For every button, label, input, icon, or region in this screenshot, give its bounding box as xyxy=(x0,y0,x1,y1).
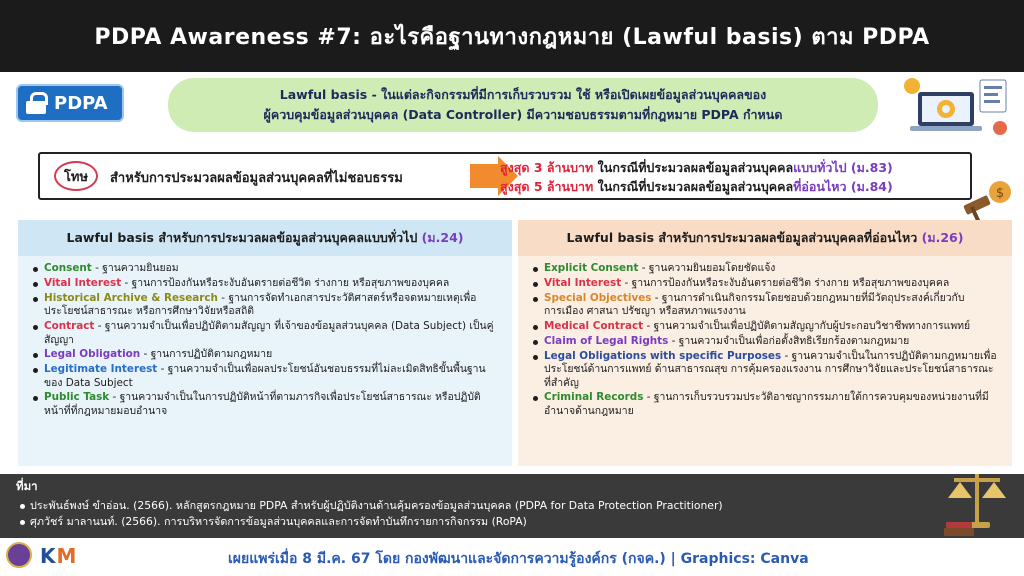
basis-term: Consent xyxy=(44,262,92,274)
list-item xyxy=(544,292,998,319)
general-heading-text: Lawful basis สำหรับการประมวลผลข้อมูลส่วนบุคคลแบบทั่วไป xyxy=(66,230,418,245)
basis-term: Vital Interest xyxy=(544,276,622,289)
sensitive-basis-panel xyxy=(518,220,1012,466)
list-item xyxy=(544,350,998,391)
penalty-section: (ม.83) xyxy=(846,160,893,175)
basis-desc: - ฐานความยินยอม xyxy=(91,262,179,274)
sensitive-heading-section: (ม.26) xyxy=(921,230,964,245)
sensitive-basis-list xyxy=(518,256,1012,419)
list-item xyxy=(44,348,498,362)
list-item xyxy=(44,363,498,390)
basis-term: Medical Contract xyxy=(544,319,644,332)
basis-desc: - ฐานการจัดทำเอกสารประวัติศาสตร์หรือจดหมายเหตุเพื่อประโยชน์สาธารณะ หรือการศึกษาวิจัยหรือสถิติ xyxy=(44,291,477,318)
basis-desc: - ฐานความจำเป็นในการปฏิบัติตามกฎหมายเพื่อประโยชน์ด้านการแพทย์ ด้านสาธารณสุข การคุ้มครองแรงงาน การศึกษาวิจัยและประโยชน์สาธารณะที่สำคัญ xyxy=(544,349,997,389)
basis-term: Criminal Records xyxy=(544,391,644,404)
list-item xyxy=(44,262,498,276)
km-logo-k: K xyxy=(40,544,57,568)
sensitive-basis-heading xyxy=(518,220,1012,256)
organization-seal-icon xyxy=(6,542,32,568)
laptop-illustration-icon xyxy=(900,72,1020,142)
list-item xyxy=(44,391,498,418)
basis-desc: - ฐานการปฏิบัติตามกฎหมาย xyxy=(140,348,273,361)
general-basis-panel xyxy=(18,220,512,466)
footer-credit: เผยแพร่เมื่อ 8 มี.ค. 67 โดย กองพัฒนาและจัดการความรู้องค์กร (กจค.) | Graphics: Canva xyxy=(228,551,809,567)
list-item xyxy=(544,320,998,334)
references-title: ที่มา xyxy=(16,479,38,493)
basis-desc: - ฐานการดำเนินกิจกรรมโดยชอบด้วยกฎหมายที่มีวัตถุประสงค์เกี่ยวกับการเมือง ศาสนา ปรัชญา หรือสหภาพแรงงาน xyxy=(544,291,965,318)
basis-term: Legitimate Interest xyxy=(44,363,158,376)
general-basis-heading xyxy=(18,220,512,256)
penalty-line-sensitive xyxy=(500,177,893,196)
penalty-section: (ม.84) xyxy=(846,179,893,194)
penalty-box xyxy=(38,152,972,200)
basis-desc: - ฐานความจำเป็นเพื่อปฏิบัติตามสัญญากับผู้ประกอบวิชาชีพทางการแพทย์ xyxy=(643,319,971,332)
reference-item: ประพันธ์พงษ์ ขำอ่อน. (2566). หลักสูตรกฎหมาย PDPA สำหรับผู้ปฏิบัติงานด้านคุ้มครองข้อมูลส่วนบุคคล (PDPA for Data Protection Practitioner) xyxy=(30,498,1024,514)
basis-term: Contract xyxy=(44,319,95,332)
penalty-line-general xyxy=(500,158,893,177)
pdpa-logo-label: PDPA xyxy=(54,92,108,114)
definition-line-2: ผู้ควบคุมข้อมูลส่วนบุคคล (Data Controller) มีความชอบธรรมตามที่กฎหมาย PDPA กำหนด xyxy=(263,107,783,122)
reference-item: ศุภวัชร์ มาลานนท์. (2566). การบริหารจัดการข้อมูลส่วนบุคคลและการจัดทำบันทึกรายการกิจกรรม (RoPA) xyxy=(30,514,1024,530)
penalty-text: ในกรณีที่ประมวลผลข้อมูลส่วนบุคคล xyxy=(593,179,794,194)
basis-term: Special Objectives xyxy=(544,291,652,304)
list-item xyxy=(44,277,498,291)
basis-term: Vital Interest xyxy=(44,276,122,289)
definition-box xyxy=(168,78,878,132)
basis-desc: - ฐานความยินยอมโดยชัดแจ้ง xyxy=(638,262,776,274)
list-item xyxy=(544,262,998,276)
basis-desc: - ฐานการป้องกันหรือระงับอันตรายต่อชีวิต ร่างกาย หรือสุขภาพของบุคคล xyxy=(121,276,450,289)
penalty-text: ในกรณีที่ประมวลผลข้อมูลส่วนบุคคล xyxy=(593,160,794,175)
penalty-type: ที่อ่อนไหว xyxy=(793,179,847,194)
list-item xyxy=(44,292,498,319)
header-bar xyxy=(0,0,1024,72)
list-item xyxy=(544,335,998,349)
references-section xyxy=(0,474,1024,538)
penalty-amount: สูงสุด 3 ล้านบาท xyxy=(500,160,594,175)
general-basis-list xyxy=(18,256,512,419)
lock-icon xyxy=(26,92,46,114)
svg-text:$: $ xyxy=(995,186,1005,201)
basis-desc: - ฐานความจำเป็นเพื่อปฏิบัติตามสัญญา ที่เจ้าของข้อมูลส่วนบุคคล (Data Subject) เป็นคู่สัญญา xyxy=(44,319,494,346)
list-item xyxy=(44,320,498,347)
km-logo xyxy=(40,544,77,568)
list-item xyxy=(544,391,998,418)
basis-desc: - ฐานการเก็บรวบรวมประวัติอาชญากรรมภายใต้การควบคุมของหน่วยงานที่มีอำนาจด้านกฎหมาย xyxy=(544,391,989,418)
penalty-amount: สูงสุด 5 ล้านบาท xyxy=(500,179,594,194)
penalty-badge: โทษ xyxy=(54,161,98,191)
pdpa-logo xyxy=(16,84,124,122)
basis-desc: - ฐานความจำเป็นในการปฏิบัติหน้าที่ตามภารกิจเพื่อประโยชน์สาธารณะ หรือปฏิบัติหน้าที่ที่กฎหมายมอบอำนาจ xyxy=(44,391,481,418)
references-list xyxy=(16,498,1024,530)
basis-term: Explicit Consent xyxy=(544,262,639,274)
general-heading-section: (ม.24) xyxy=(421,230,464,245)
penalty-description: สำหรับการประมวลผลข้อมูลส่วนบุคคลที่ไม่ชอบธรรม xyxy=(110,171,403,186)
basis-desc: - ฐานความจำเป็นเพื่อก่อตั้งสิทธิเรียกร้องตามกฎหมาย xyxy=(668,334,910,347)
footer-bar xyxy=(0,538,1024,576)
scales-of-justice-icon xyxy=(940,464,1014,538)
page-title: PDPA Awareness #7: อะไรคือฐานทางกฎหมาย (Lawful basis) ตาม PDPA xyxy=(94,24,930,50)
list-item xyxy=(544,277,998,291)
basis-term: Claim of Legal Rights xyxy=(544,334,669,347)
basis-term: Legal Obligations with specific Purposes xyxy=(544,349,782,362)
basis-term: Legal Obligation xyxy=(44,348,141,361)
basis-term: Public Task xyxy=(44,391,110,404)
penalty-type: แบบทั่วไป xyxy=(793,160,847,175)
basis-desc: - ฐานการป้องกันหรือระงับอันตรายต่อชีวิต ร่างกาย หรือสุขภาพของบุคคล xyxy=(621,276,950,289)
penalty-lines xyxy=(500,158,893,196)
km-logo-m: M xyxy=(56,544,78,568)
sensitive-heading-text: Lawful basis สำหรับการประมวลผลข้อมูลส่วนบุคคลที่อ่อนไหว xyxy=(566,230,918,245)
basis-term: Historical Archive & Research xyxy=(44,291,218,304)
basis-desc: - ฐานความจำเป็นเพื่อผลประโยชน์อันชอบธรรมที่ไม่ละเมิดสิทธิขั้นพื้นฐานของ Data Subject xyxy=(44,363,486,389)
definition-line-1: Lawful basis - ในแต่ละกิจกรรมที่มีการเก็บรวบรวม ใช้ หรือเปิดเผยข้อมูลส่วนบุคคลของ xyxy=(279,87,767,102)
